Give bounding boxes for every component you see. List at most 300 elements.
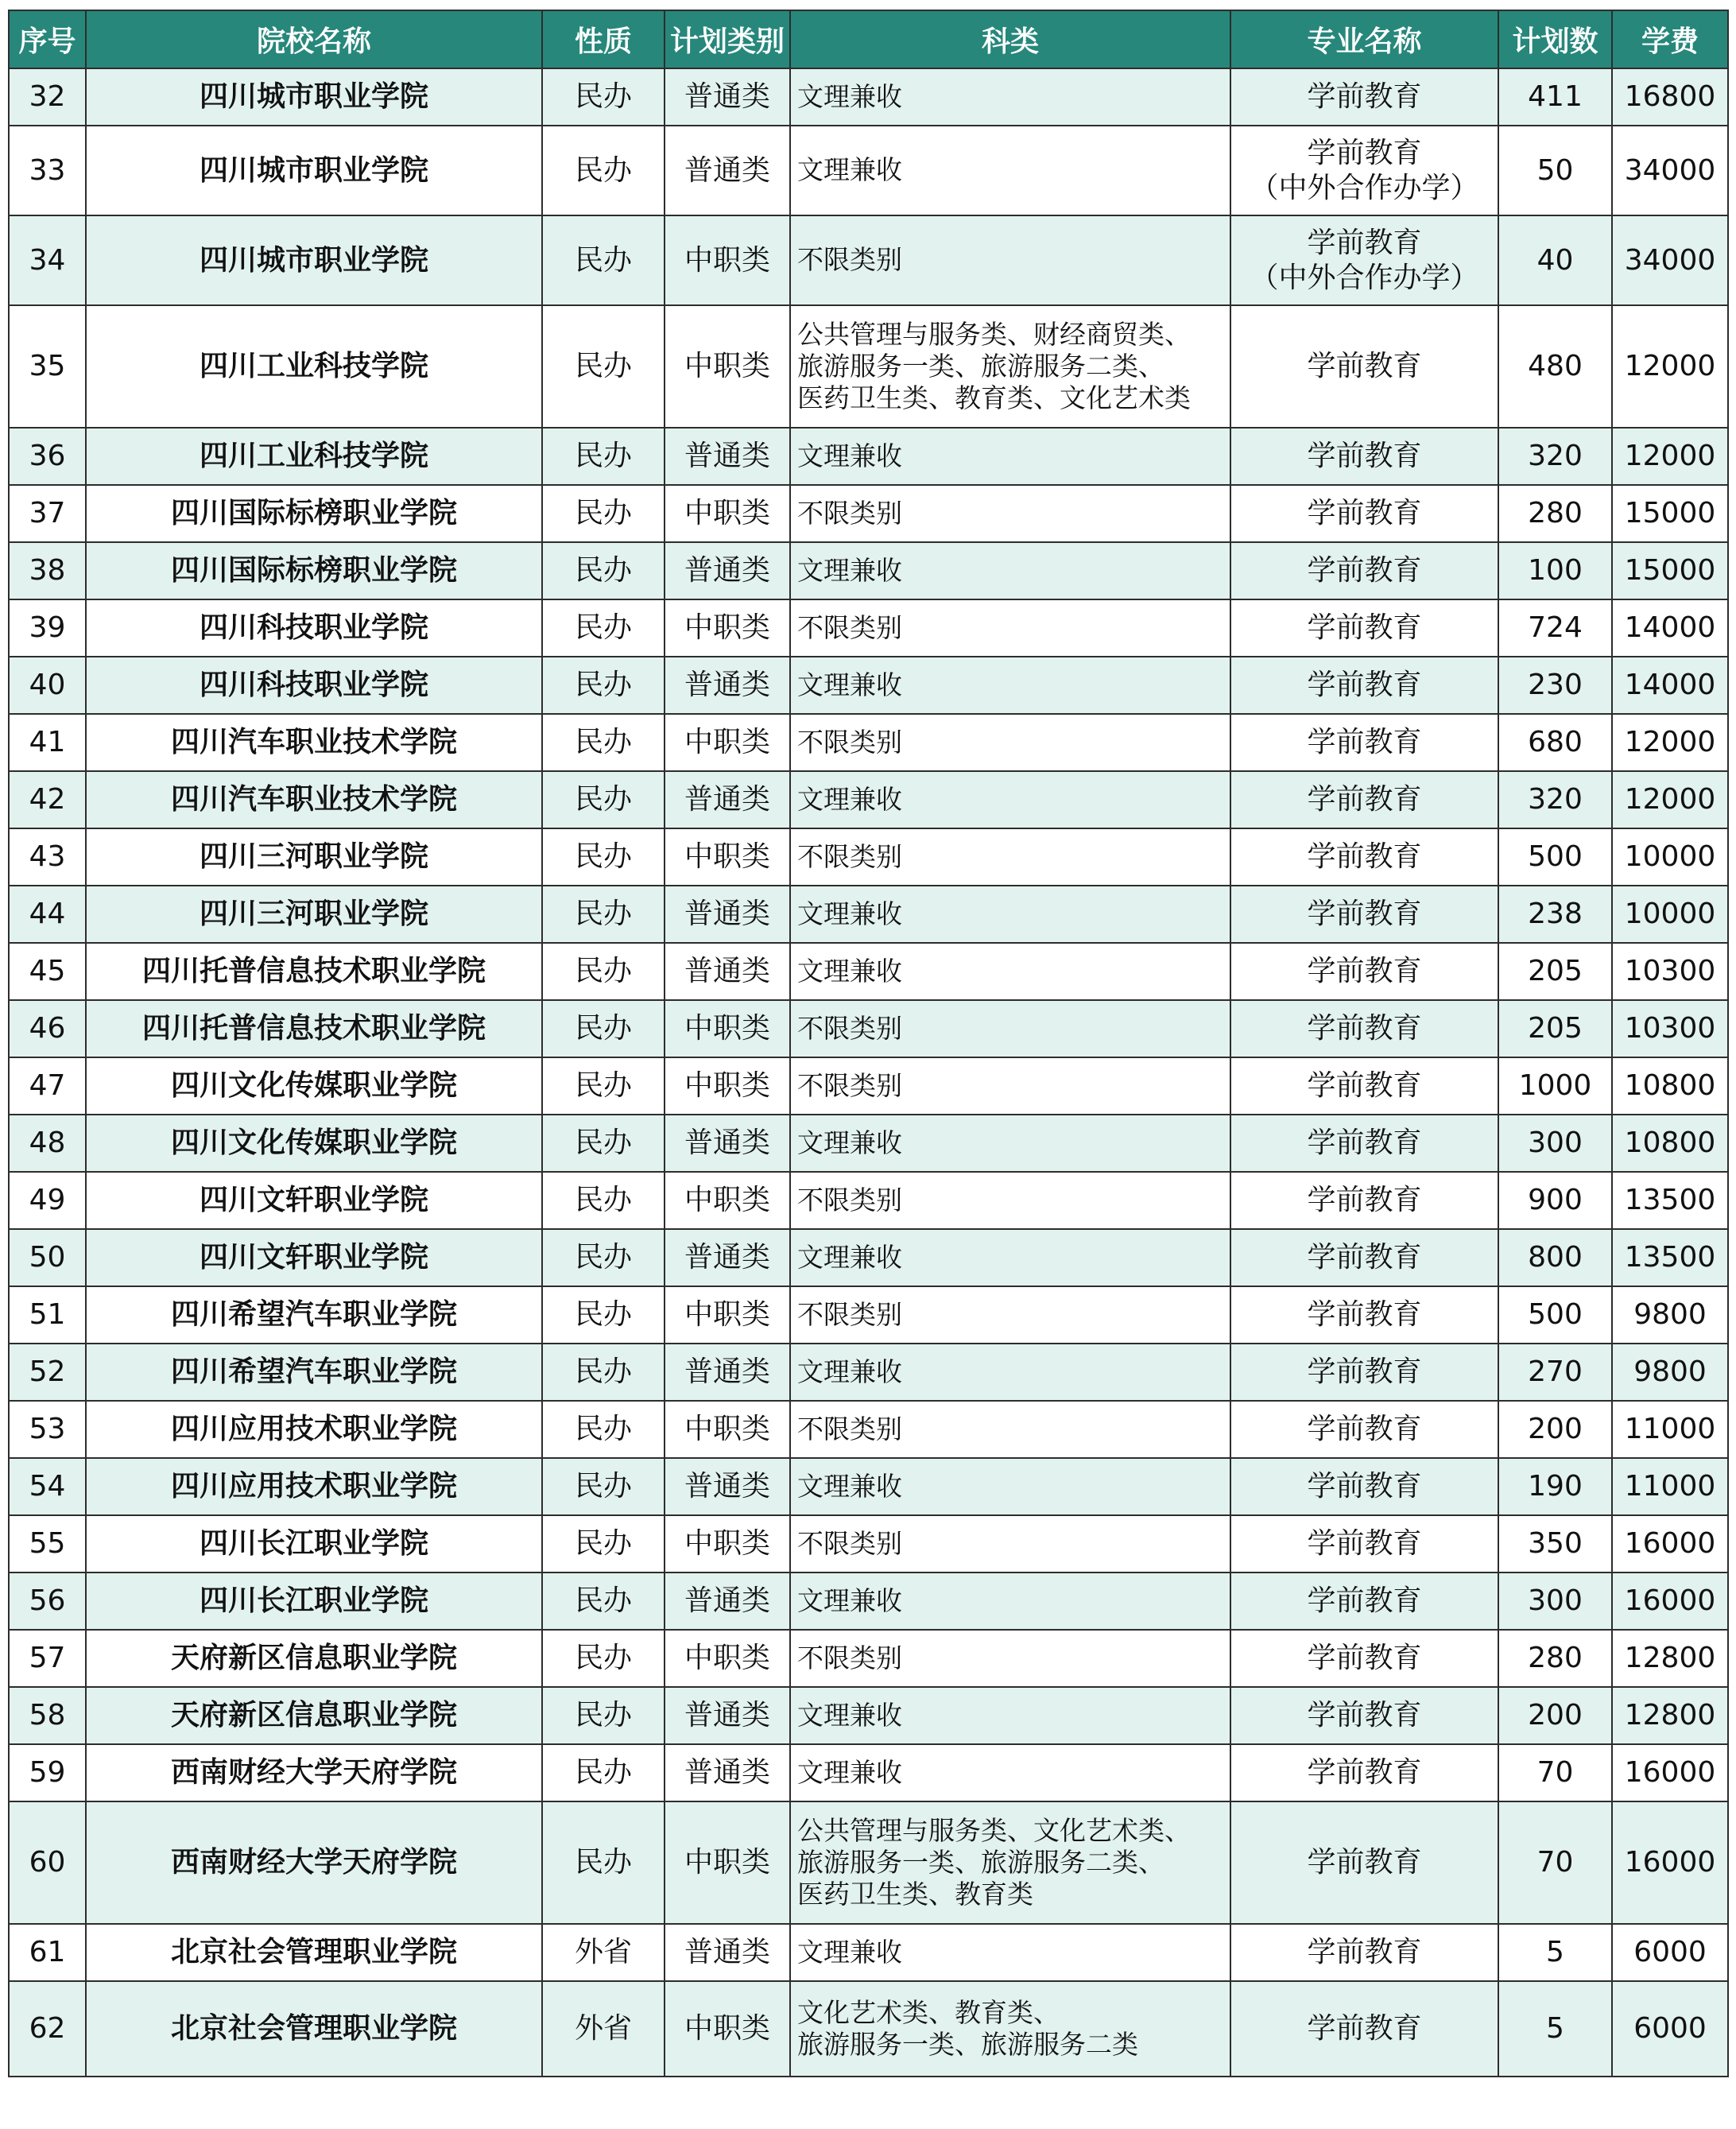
cell-fee: 6000	[1612, 1924, 1728, 1981]
cell-major	[1230, 1573, 1498, 1630]
table-row	[9, 1515, 1728, 1573]
cell-plan-type: 普通类	[665, 771, 790, 828]
cell-major	[1230, 1630, 1498, 1687]
header-fee: 学费	[1612, 10, 1728, 68]
cell-category-line: 公共管理与服务类、财经商贸类、	[797, 318, 1191, 350]
cell-major-line: 学前教育	[1307, 1936, 1422, 1969]
table-row	[9, 1401, 1728, 1458]
cell-category-line: 医药卫生类、教育类、文化艺术类	[797, 382, 1191, 414]
cell-fee: 10800	[1612, 1057, 1728, 1115]
cell-count: 190	[1498, 1458, 1612, 1515]
cell-fee: 13500	[1612, 1172, 1728, 1229]
header-major: 专业名称	[1230, 10, 1498, 68]
cell-major-line: 学前教育	[1307, 1584, 1422, 1618]
cell-category	[790, 1286, 1230, 1344]
cell-fee: 10000	[1612, 886, 1728, 943]
cell-school: 四川国际标榜职业学院	[86, 542, 542, 599]
cell-count: 50	[1498, 126, 1612, 215]
cell-nature: 民办	[542, 943, 665, 1000]
cell-nature: 民办	[542, 771, 665, 828]
table-row	[9, 1172, 1728, 1229]
cell-major-line: 学前教育	[1307, 1699, 1422, 1732]
cell-count: 800	[1498, 1229, 1612, 1286]
cell-nature: 民办	[542, 1115, 665, 1172]
cell-major-line: 学前教育	[1307, 1184, 1422, 1217]
cell-category-line: 不限类别	[797, 1413, 902, 1445]
table-row	[9, 1744, 1728, 1801]
cell-nature: 外省	[542, 1981, 665, 2077]
cell-count: 350	[1498, 1515, 1612, 1573]
cell-count: 680	[1498, 714, 1612, 771]
cell-school: 四川工业科技学院	[86, 428, 542, 485]
cell-fee: 11000	[1612, 1401, 1728, 1458]
enrollment-plan-table	[8, 10, 1729, 2077]
cell-nature: 民办	[542, 1573, 665, 1630]
cell-plan-type: 普通类	[665, 1458, 790, 1515]
cell-count: 40	[1498, 215, 1612, 305]
cell-nature: 民办	[542, 542, 665, 599]
cell-major-line: 学前教育	[1307, 726, 1422, 759]
cell-fee: 14000	[1612, 599, 1728, 657]
cell-major-line: 学前教育	[1307, 554, 1422, 588]
cell-school: 西南财经大学天府学院	[86, 1744, 542, 1801]
cell-plan-type: 中职类	[665, 828, 790, 886]
cell-school: 四川文化传媒职业学院	[86, 1057, 542, 1115]
cell-category-line: 文理兼收	[797, 669, 902, 700]
cell-count: 280	[1498, 1630, 1612, 1687]
cell-fee: 6000	[1612, 1981, 1728, 2077]
cell-category-line: 旅游服务一类、旅游服务二类	[797, 2029, 1138, 2060]
cell-category	[790, 1458, 1230, 1515]
cell-seq: 35	[9, 305, 86, 428]
cell-major-line: 学前教育	[1307, 350, 1422, 383]
cell-fee: 12000	[1612, 771, 1728, 828]
cell-seq: 33	[9, 126, 86, 215]
cell-nature: 民办	[542, 1458, 665, 1515]
cell-nature: 民办	[542, 1801, 665, 1924]
cell-category-line: 文理兼收	[797, 1355, 902, 1387]
cell-plan-type: 中职类	[665, 1515, 790, 1573]
header-plan-type: 计划类别	[665, 10, 790, 68]
cell-fee: 10300	[1612, 1000, 1728, 1057]
cell-category	[790, 1401, 1230, 1458]
cell-count: 300	[1498, 1115, 1612, 1172]
cell-nature: 民办	[542, 1687, 665, 1744]
cell-category-line: 旅游服务一类、旅游服务二类、	[797, 1846, 1164, 1878]
cell-category	[790, 1515, 1230, 1573]
cell-plan-type: 普通类	[665, 1573, 790, 1630]
cell-major	[1230, 1924, 1498, 1981]
cell-major	[1230, 1744, 1498, 1801]
cell-major	[1230, 1515, 1498, 1573]
cell-plan-type: 中职类	[665, 1057, 790, 1115]
cell-school: 四川城市职业学院	[86, 68, 542, 126]
cell-major-line: 学前教育	[1307, 136, 1422, 169]
cell-category-line: 医药卫生类、教育类	[797, 1879, 1033, 1910]
cell-seq: 38	[9, 542, 86, 599]
cell-major	[1230, 1229, 1498, 1286]
cell-category-line: 文理兼收	[797, 1470, 902, 1502]
cell-fee: 14000	[1612, 657, 1728, 714]
cell-school: 四川希望汽车职业学院	[86, 1344, 542, 1401]
cell-fee: 34000	[1612, 126, 1728, 215]
cell-major	[1230, 714, 1498, 771]
cell-category-line: 不限类别	[797, 1069, 902, 1101]
cell-fee: 12800	[1612, 1687, 1728, 1744]
cell-major	[1230, 1687, 1498, 1744]
cell-category-line: 不限类别	[797, 1184, 902, 1216]
cell-nature: 民办	[542, 68, 665, 126]
table-row	[9, 1924, 1728, 1981]
cell-plan-type: 中职类	[665, 1981, 790, 2077]
cell-seq: 60	[9, 1801, 86, 1924]
cell-school: 四川三河职业学院	[86, 828, 542, 886]
cell-nature: 民办	[542, 428, 665, 485]
cell-count: 200	[1498, 1401, 1612, 1458]
cell-category-line: 不限类别	[797, 1642, 902, 1673]
cell-category-line: 不限类别	[797, 1527, 902, 1559]
cell-plan-type: 中职类	[665, 1000, 790, 1057]
cell-major-line: 学前教育	[1307, 1298, 1422, 1332]
cell-count: 500	[1498, 828, 1612, 886]
table-row	[9, 1286, 1728, 1344]
cell-major	[1230, 771, 1498, 828]
cell-category-line: 文理兼收	[797, 1127, 902, 1158]
cell-count: 320	[1498, 771, 1612, 828]
cell-major	[1230, 657, 1498, 714]
cell-major	[1230, 1981, 1498, 2077]
cell-seq: 48	[9, 1115, 86, 1172]
cell-plan-type: 中职类	[665, 305, 790, 428]
cell-major	[1230, 1057, 1498, 1115]
table-row	[9, 1458, 1728, 1515]
table-row	[9, 68, 1728, 126]
cell-count: 205	[1498, 1000, 1612, 1057]
cell-school: 天府新区信息职业学院	[86, 1630, 542, 1687]
cell-major-line: 学前教育	[1307, 669, 1422, 702]
cell-major-line: 学前教育	[1307, 440, 1422, 473]
cell-seq: 32	[9, 68, 86, 126]
cell-category	[790, 1229, 1230, 1286]
header-count: 计划数	[1498, 10, 1612, 68]
cell-category-line: 文理兼收	[797, 1699, 902, 1731]
cell-nature: 民办	[542, 1057, 665, 1115]
cell-seq: 56	[9, 1573, 86, 1630]
cell-school: 四川汽车职业技术学院	[86, 771, 542, 828]
cell-school: 四川三河职业学院	[86, 886, 542, 943]
cell-category	[790, 305, 1230, 428]
table-row	[9, 943, 1728, 1000]
cell-count: 320	[1498, 428, 1612, 485]
table-row	[9, 657, 1728, 714]
cell-major	[1230, 485, 1498, 542]
cell-category-line: 文理兼收	[797, 898, 902, 929]
cell-nature: 民办	[542, 126, 665, 215]
cell-seq: 45	[9, 943, 86, 1000]
cell-category	[790, 1744, 1230, 1801]
cell-major-line: 学前教育	[1307, 497, 1422, 530]
cell-major-line: 学前教育	[1307, 611, 1422, 645]
header-category: 科类	[790, 10, 1230, 68]
cell-major	[1230, 943, 1498, 1000]
cell-category-line: 文理兼收	[797, 1584, 902, 1616]
cell-category-line: 文理兼收	[797, 154, 902, 186]
cell-major-line: 学前教育	[1307, 1756, 1422, 1790]
cell-category	[790, 1000, 1230, 1057]
cell-seq: 49	[9, 1172, 86, 1229]
cell-nature: 民办	[542, 305, 665, 428]
cell-category	[790, 943, 1230, 1000]
cell-major	[1230, 126, 1498, 215]
cell-category	[790, 1981, 1230, 2077]
cell-category	[790, 599, 1230, 657]
cell-nature: 民办	[542, 657, 665, 714]
cell-plan-type: 普通类	[665, 886, 790, 943]
cell-fee: 16000	[1612, 1573, 1728, 1630]
cell-seq: 62	[9, 1981, 86, 2077]
cell-fee: 10000	[1612, 828, 1728, 886]
cell-fee: 15000	[1612, 485, 1728, 542]
cell-category	[790, 1115, 1230, 1172]
cell-category-line: 文化艺术类、教育类、	[797, 1996, 1060, 2028]
cell-plan-type: 普通类	[665, 1344, 790, 1401]
cell-category-line: 文理兼收	[797, 440, 902, 471]
table-row	[9, 1573, 1728, 1630]
cell-plan-type: 中职类	[665, 1401, 790, 1458]
header-row	[9, 10, 1728, 68]
cell-plan-type: 中职类	[665, 485, 790, 542]
cell-plan-type: 中职类	[665, 599, 790, 657]
cell-school: 四川托普信息技术职业学院	[86, 1000, 542, 1057]
cell-nature: 民办	[542, 1401, 665, 1458]
table-row	[9, 714, 1728, 771]
cell-seq: 57	[9, 1630, 86, 1687]
cell-major	[1230, 1286, 1498, 1344]
cell-school: 四川应用技术职业学院	[86, 1458, 542, 1515]
cell-plan-type: 普通类	[665, 68, 790, 126]
cell-plan-type: 普通类	[665, 1744, 790, 1801]
table-row	[9, 828, 1728, 886]
cell-category	[790, 1057, 1230, 1115]
cell-major-line: 学前教育	[1307, 1069, 1422, 1103]
cell-nature: 民办	[542, 1344, 665, 1401]
cell-major-line: 学前教育	[1307, 1527, 1422, 1561]
cell-count: 300	[1498, 1573, 1612, 1630]
cell-major	[1230, 828, 1498, 886]
cell-major-line: （中外合作办学）	[1250, 261, 1479, 294]
cell-seq: 51	[9, 1286, 86, 1344]
table-row	[9, 1687, 1728, 1744]
cell-seq: 42	[9, 771, 86, 828]
cell-nature: 民办	[542, 1744, 665, 1801]
cell-major	[1230, 215, 1498, 305]
cell-fee: 9800	[1612, 1286, 1728, 1344]
cell-category-line: 公共管理与服务类、文化艺术类、	[797, 1814, 1191, 1846]
cell-school: 四川科技职业学院	[86, 599, 542, 657]
cell-category-line: 文理兼收	[797, 1936, 902, 1968]
cell-major	[1230, 305, 1498, 428]
cell-seq: 39	[9, 599, 86, 657]
table-row	[9, 1115, 1728, 1172]
cell-seq: 47	[9, 1057, 86, 1115]
cell-count: 70	[1498, 1801, 1612, 1924]
cell-major-line: 学前教育	[1307, 1241, 1422, 1274]
cell-category	[790, 771, 1230, 828]
cell-category	[790, 1924, 1230, 1981]
cell-count: 411	[1498, 68, 1612, 126]
cell-count: 480	[1498, 305, 1612, 428]
cell-fee: 10300	[1612, 943, 1728, 1000]
cell-major	[1230, 542, 1498, 599]
cell-fee: 12000	[1612, 305, 1728, 428]
cell-plan-type: 普通类	[665, 1229, 790, 1286]
table-row	[9, 1229, 1728, 1286]
cell-school: 四川长江职业学院	[86, 1573, 542, 1630]
cell-seq: 41	[9, 714, 86, 771]
cell-plan-type: 中职类	[665, 1172, 790, 1229]
cell-nature: 民办	[542, 599, 665, 657]
cell-major	[1230, 1401, 1498, 1458]
cell-school: 四川国际标榜职业学院	[86, 485, 542, 542]
cell-category-line: 旅游服务一类、旅游服务二类、	[797, 350, 1164, 382]
cell-category	[790, 1344, 1230, 1401]
cell-school: 四川希望汽车职业学院	[86, 1286, 542, 1344]
cell-category	[790, 215, 1230, 305]
cell-category	[790, 1801, 1230, 1924]
cell-nature: 民办	[542, 1286, 665, 1344]
cell-nature: 民办	[542, 1630, 665, 1687]
cell-seq: 40	[9, 657, 86, 714]
cell-category	[790, 828, 1230, 886]
cell-fee: 16000	[1612, 1515, 1728, 1573]
cell-plan-type: 普通类	[665, 657, 790, 714]
cell-category	[790, 428, 1230, 485]
cell-seq: 44	[9, 886, 86, 943]
cell-nature: 民办	[542, 1229, 665, 1286]
cell-plan-type: 中职类	[665, 1286, 790, 1344]
cell-category-line: 不限类别	[797, 1012, 902, 1044]
table-row	[9, 1344, 1728, 1401]
cell-school: 四川科技职业学院	[86, 657, 542, 714]
table-row	[9, 215, 1728, 305]
cell-fee: 12000	[1612, 714, 1728, 771]
cell-plan-type: 普通类	[665, 943, 790, 1000]
cell-category	[790, 542, 1230, 599]
cell-count: 100	[1498, 542, 1612, 599]
cell-major-line: 学前教育	[1307, 80, 1422, 114]
cell-seq: 37	[9, 485, 86, 542]
cell-school: 四川工业科技学院	[86, 305, 542, 428]
cell-nature: 民办	[542, 1515, 665, 1573]
cell-nature: 民办	[542, 828, 665, 886]
cell-seq: 46	[9, 1000, 86, 1057]
cell-category	[790, 1687, 1230, 1744]
cell-major	[1230, 599, 1498, 657]
cell-major-line: （中外合作办学）	[1250, 171, 1479, 204]
cell-major	[1230, 1458, 1498, 1515]
cell-major-line: 学前教育	[1307, 1413, 1422, 1446]
cell-category-line: 文理兼收	[797, 955, 902, 987]
cell-count: 5	[1498, 1924, 1612, 1981]
cell-category	[790, 126, 1230, 215]
cell-count: 70	[1498, 1744, 1612, 1801]
cell-nature: 民办	[542, 1172, 665, 1229]
cell-category-line: 不限类别	[797, 497, 902, 529]
cell-school: 四川文化传媒职业学院	[86, 1115, 542, 1172]
table-row	[9, 305, 1728, 428]
table-row	[9, 485, 1728, 542]
table-row	[9, 542, 1728, 599]
cell-category-line: 不限类别	[797, 611, 902, 643]
cell-fee: 9800	[1612, 1344, 1728, 1401]
cell-category	[790, 485, 1230, 542]
cell-major-line: 学前教育	[1307, 2012, 1422, 2046]
cell-major-line: 学前教育	[1307, 1470, 1422, 1503]
cell-plan-type: 中职类	[665, 714, 790, 771]
cell-major	[1230, 886, 1498, 943]
cell-category-line: 不限类别	[797, 244, 902, 276]
cell-major-line: 学前教育	[1307, 1846, 1422, 1879]
table-row	[9, 1801, 1728, 1924]
cell-major-line: 学前教育	[1307, 1355, 1422, 1389]
cell-count: 270	[1498, 1344, 1612, 1401]
cell-count: 230	[1498, 657, 1612, 714]
table-row	[9, 1057, 1728, 1115]
cell-count: 900	[1498, 1172, 1612, 1229]
cell-fee: 12800	[1612, 1630, 1728, 1687]
cell-seq: 61	[9, 1924, 86, 1981]
cell-plan-type: 普通类	[665, 428, 790, 485]
cell-category-line: 文理兼收	[797, 80, 902, 112]
table-row	[9, 886, 1728, 943]
cell-seq: 52	[9, 1344, 86, 1401]
cell-category-line: 文理兼收	[797, 1756, 902, 1788]
cell-school: 北京社会管理职业学院	[86, 1924, 542, 1981]
cell-plan-type: 普通类	[665, 1115, 790, 1172]
cell-major	[1230, 1801, 1498, 1924]
cell-major-line: 学前教育	[1307, 1127, 1422, 1160]
cell-major-line: 学前教育	[1307, 955, 1422, 988]
cell-fee: 11000	[1612, 1458, 1728, 1515]
cell-major-line: 学前教育	[1307, 1642, 1422, 1675]
cell-count: 238	[1498, 886, 1612, 943]
cell-seq: 34	[9, 215, 86, 305]
cell-school: 四川文轩职业学院	[86, 1229, 542, 1286]
cell-category	[790, 657, 1230, 714]
table-row	[9, 126, 1728, 215]
cell-seq: 54	[9, 1458, 86, 1515]
cell-category	[790, 714, 1230, 771]
cell-count: 724	[1498, 599, 1612, 657]
cell-plan-type: 中职类	[665, 215, 790, 305]
cell-nature: 民办	[542, 485, 665, 542]
cell-fee: 12000	[1612, 428, 1728, 485]
cell-school: 西南财经大学天府学院	[86, 1801, 542, 1924]
table-row	[9, 1981, 1728, 2077]
header-school: 院校名称	[86, 10, 542, 68]
cell-category	[790, 1573, 1230, 1630]
cell-category	[790, 68, 1230, 126]
cell-nature: 民办	[542, 886, 665, 943]
cell-major	[1230, 428, 1498, 485]
cell-plan-type: 普通类	[665, 1687, 790, 1744]
cell-school: 四川城市职业学院	[86, 215, 542, 305]
table-row	[9, 599, 1728, 657]
cell-major-line: 学前教育	[1307, 226, 1422, 259]
cell-fee: 16000	[1612, 1801, 1728, 1924]
cell-count: 500	[1498, 1286, 1612, 1344]
cell-category-line: 文理兼收	[797, 1241, 902, 1273]
